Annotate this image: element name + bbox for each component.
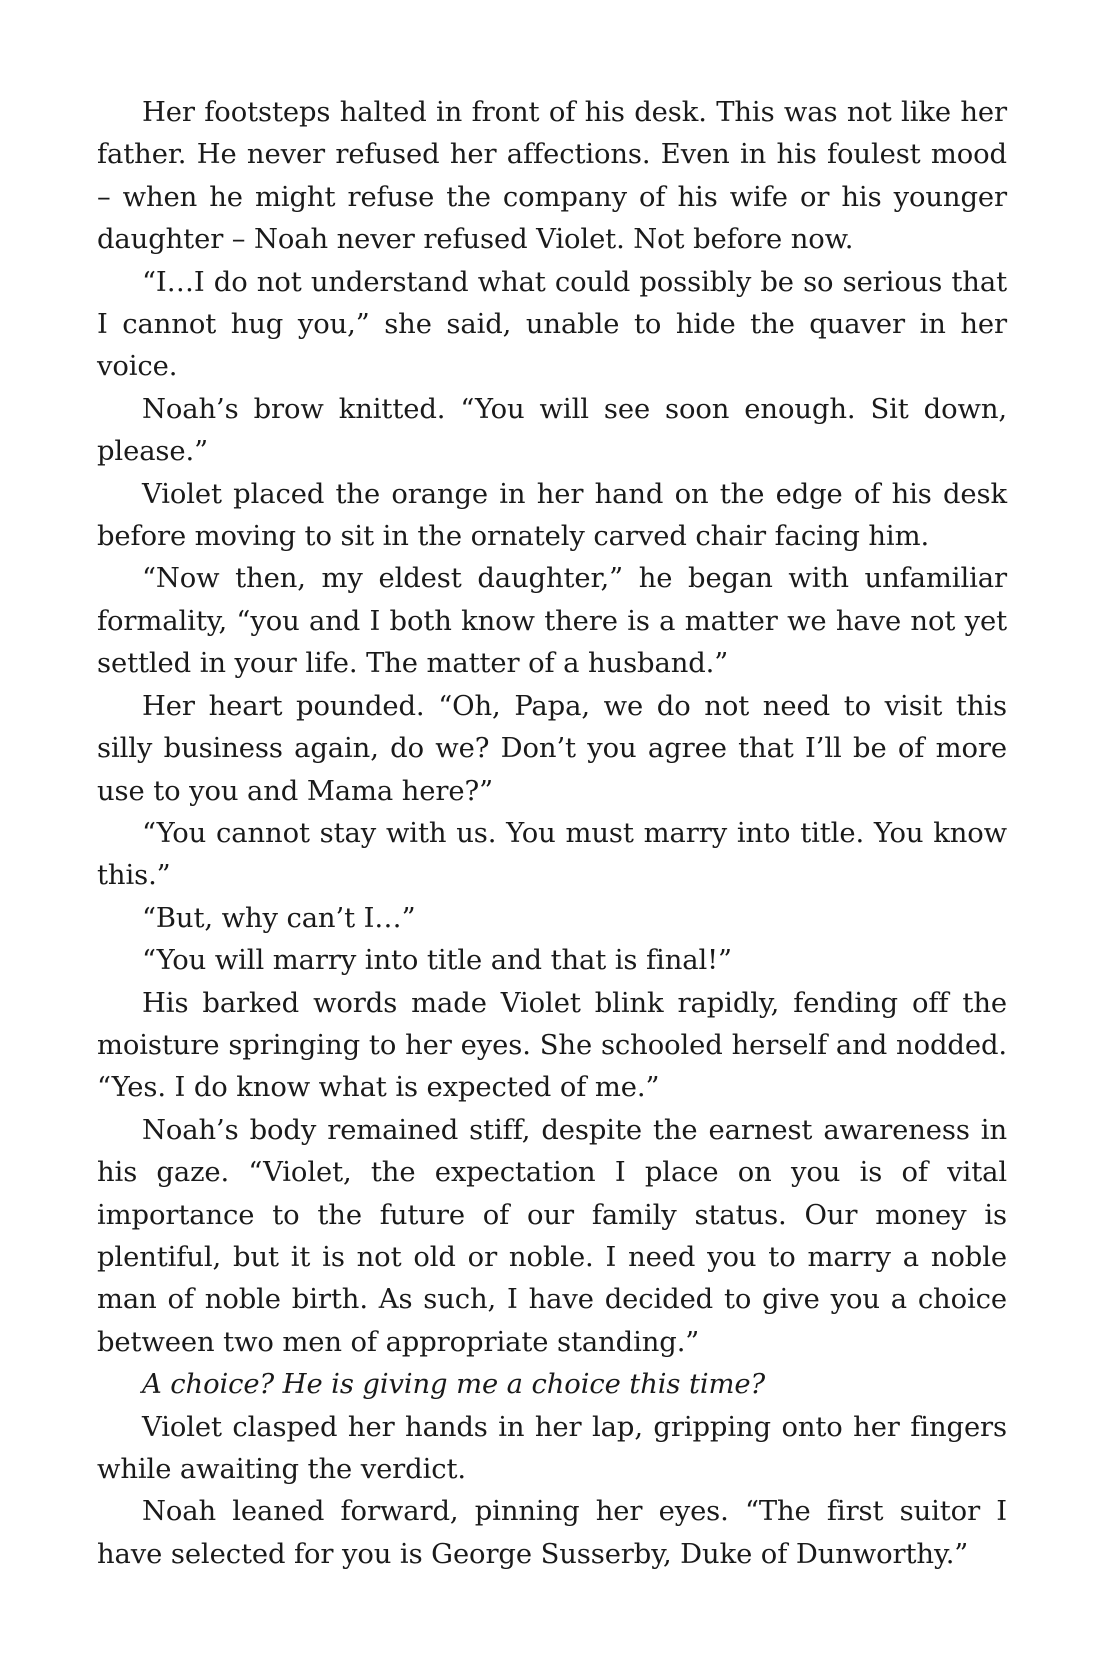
paragraph: “Now then, my eldest daughter,” he began with unfamiliar formality, “you and I both know there is a matter we have not yet settled in your life. The matter of a husband.” — [97, 563, 1007, 680]
page-body — [97, 92, 1007, 1576]
paragraph: Noah leaned forward, pinning her eyes. “The first suitor I have selected for you is George Susserby, Duke of Dunworthy.” — [97, 1496, 1007, 1570]
paragraph: “But, why can’t I…” — [142, 902, 416, 934]
paragraph: Noah’s body remained stiff, despite the earnest awareness in his gaze. “Violet, the expectation I place on you is of vital importance to the future of our family status. Our money is plentiful, but it is not old or noble. I need you to marry a noble man of noble birth. As such, I have decided to give you a choice between two men of appropriate standing.” — [97, 1114, 1007, 1358]
italic-thought-paragraph: A choice? He is giving me a choice this time? — [142, 1369, 766, 1401]
paragraph: Noah’s brow knitted. “You will see soon enough. Sit down, please.” — [97, 393, 1007, 468]
paragraph: Violet clasped her hands in her lap, gripping onto her fingers while awaiting the verdict. — [97, 1411, 1007, 1485]
paragraph: “You cannot stay with us. You must marry into title. You know this.” — [97, 817, 1007, 892]
paragraph: His barked words made Violet blink rapidly, fending off the moisture springing to her eyes. She schooled herself and nodded. “Yes. I do know what is expected of me.” — [97, 987, 1007, 1104]
paragraph: “You will marry into title and that is final!” — [142, 945, 732, 977]
paragraph: “I…I do not understand what could possibly be so serious that I cannot hug you,” she said, unable to hide the quaver in her voice. — [97, 266, 1007, 383]
paragraph: Her footsteps halted in front of his desk. This was not like her father. He never refused her affections. Even in his foulest mood – when he might refuse the company of his wife or his younger daughter – Noah never refused Violet. Not before now. — [97, 97, 1007, 256]
paragraph: Her heart pounded. “Oh, Papa, we do not need to visit this silly business again, do we? Don’t you agree that I’ll be of more use to you and Mama here?” — [97, 690, 1007, 807]
paragraph: Violet placed the orange in her hand on the edge of his desk before moving to sit in the ornately carved chair facing him. — [97, 478, 1007, 553]
